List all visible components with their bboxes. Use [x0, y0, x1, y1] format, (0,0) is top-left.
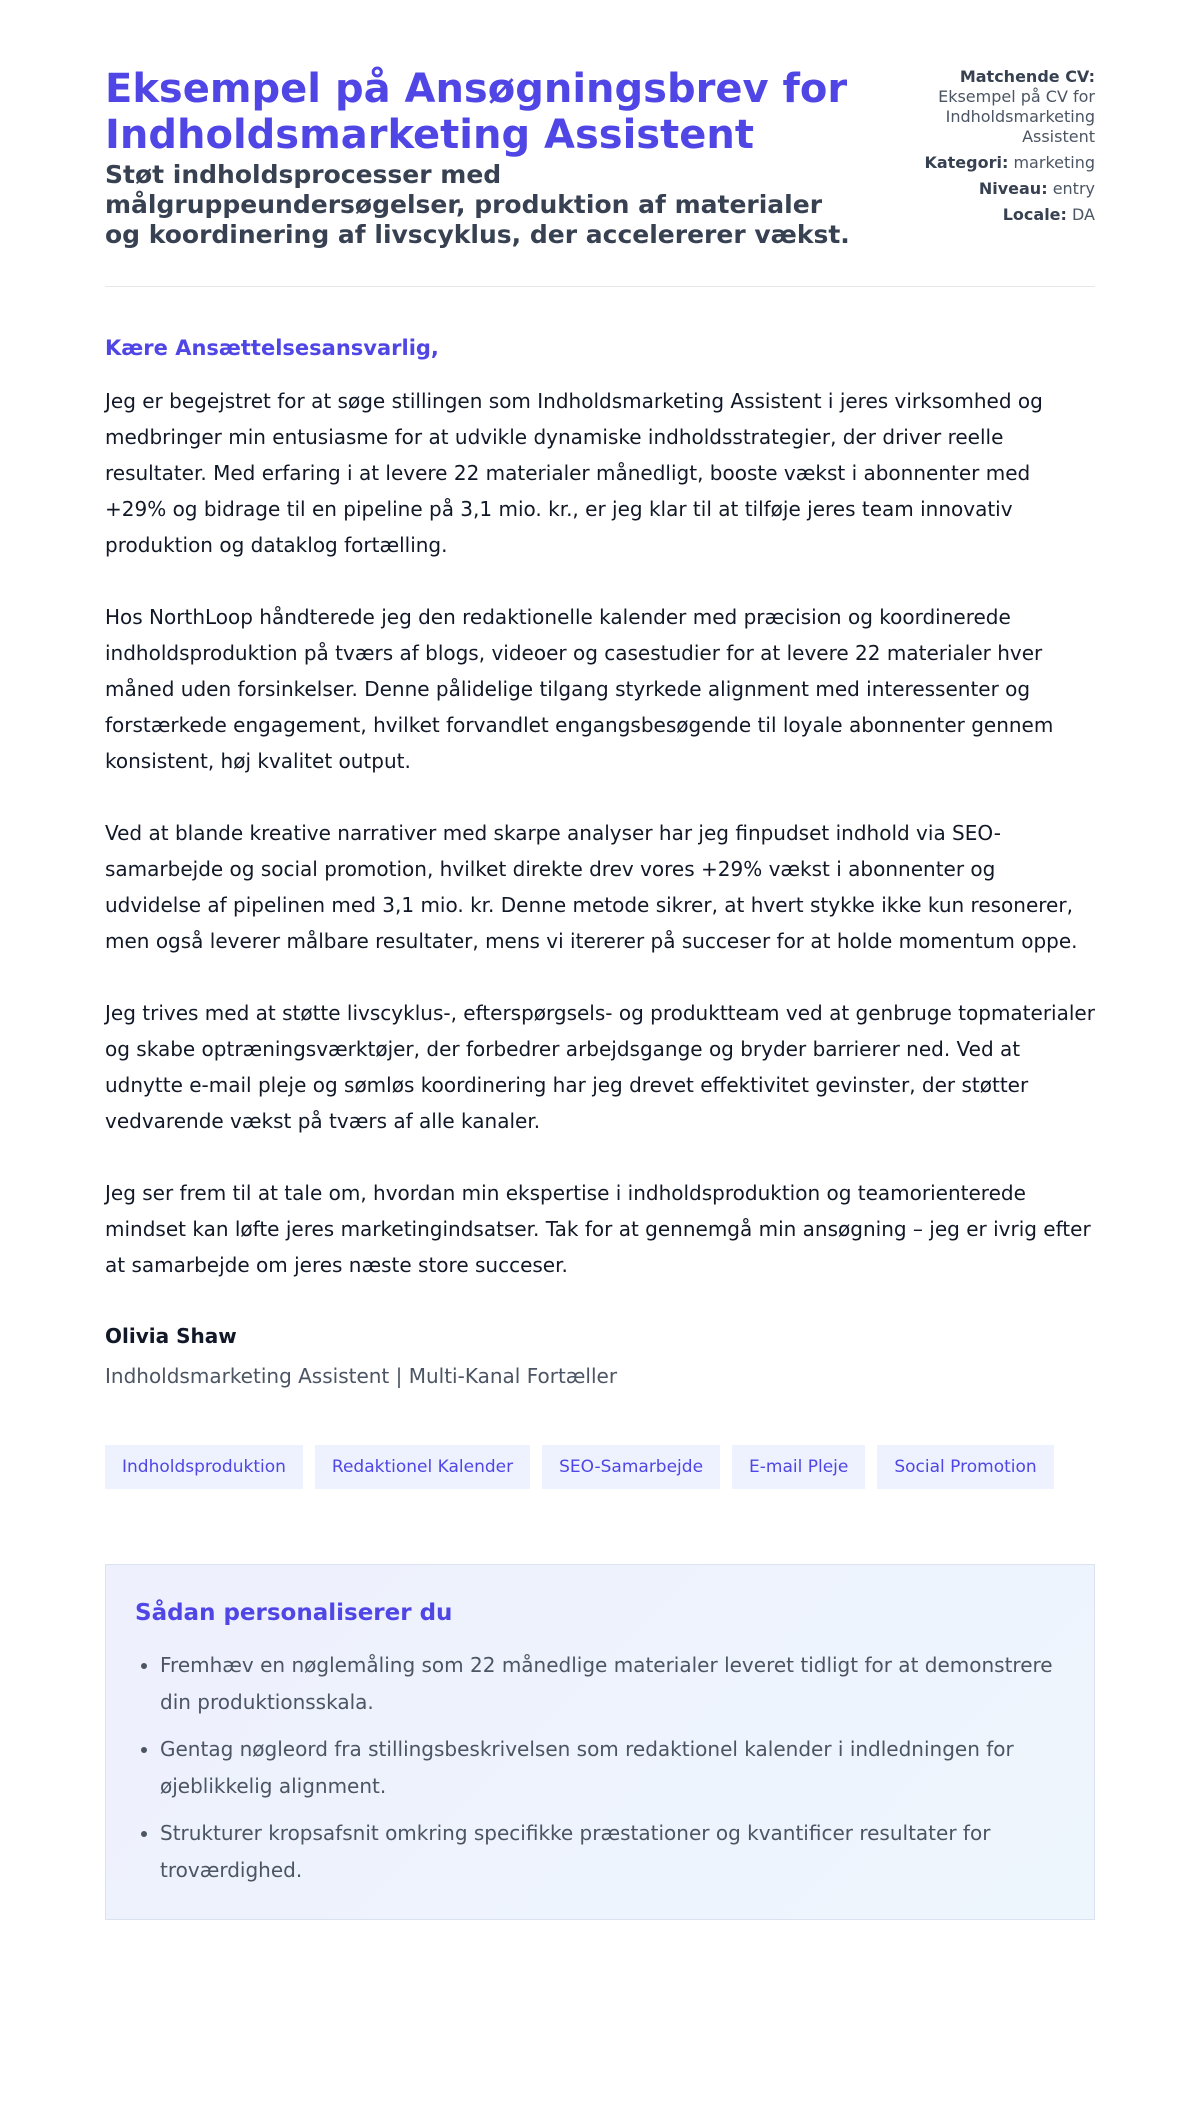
tips-list — [135, 1647, 1064, 1889]
skill-tag: SEO-Samarbejde — [542, 1445, 720, 1489]
meta-locale — [895, 205, 1095, 225]
letter-paragraph: Hos NorthLoop håndterede jeg den redaktionelle kalender med præcision og koordinerede indholdsproduktion på tværs af blogs, videoer og casestudier for at levere 22 materialer hver måned uden forsinkelser. Denne pålidelige tilgang styrkede alignment med interessenter og forstærkede engagement, hvilket forvandlet engangsbesøgende til loyale abonnenter gennem konsistent, høj kvalitet output. — [105, 605, 1054, 773]
skill-tag: Social Promotion — [877, 1445, 1053, 1489]
letter-paragraph: Jeg ser frem til at tale om, hvordan min ekspertise i indholdsproduktion og teamorienterede mindset kan løfte jeres marketingindsatser. Tak for at gennemgå min ansøgning – jeg er ivrig efter at samarbejde om jeres næste store succeser. — [105, 1181, 1091, 1277]
header-titles — [105, 66, 865, 250]
tips-title: Sådan personaliserer du — [135, 1600, 453, 1626]
page-subtitle: Støt indholdsprocesser med målgruppeundersøgelser, produktion af materialer og koordinering af livscyklus, der accelererer vækst. — [105, 160, 850, 249]
tip-item: • Gentag nøgleord fra stillingsbeskrivelsen som redaktionel kalender i indledningen for øjeblikkelig alignment. — [160, 1731, 1064, 1805]
meta-level-label: Niveau: — [978, 179, 1048, 198]
letter-paragraph: Ved at blande kreative narrativer med skarpe analyser har jeg finpudset indhold via SEO-samarbejde og social promotion, hvilket direkte drev vores +29% vækst i abonnenter og udvidelse af pipelinen med 3,1 mio. kr. Denne metode sikrer, at hvert stykke ikke kun resonerer, men også leverer målbare resultater, mens vi itererer på succeser for at holde momentum oppe. — [105, 821, 1078, 953]
letter-paragraph: Jeg trives med at støtte livscyklus-, efterspørgsels- og produktteam ved at genbruge topmaterialer og skabe optræningsværktøjer, der forbedrer arbejdsgange og bryder barrierer ned. Ved at udnytte e-mail pleje og sømløs koordinering har jeg drevet effektivitet gevinster, der støtter vedvarende vækst på tværs af alle kanaler. — [105, 1001, 1095, 1133]
page-title: Eksempel på Ansøgningsbrev for Indholdsmarketing Assistent — [105, 66, 848, 158]
header-divider — [105, 286, 1095, 287]
meta-matching-cv — [895, 67, 1095, 147]
salutation: Kære Ansættelsesansvarlig, — [105, 336, 439, 360]
meta-locale-label: Locale: — [1002, 205, 1067, 224]
meta-locale-value: DA — [1072, 205, 1095, 224]
tip-item: • Fremhæv en nøglemåling som 22 månedlige materialer leveret tidligt for at demonstrere din produktionsskala. — [160, 1647, 1064, 1721]
meta-category-value: marketing — [1013, 153, 1095, 172]
signature-name: Olivia Shaw — [105, 1324, 237, 1348]
skill-tags — [105, 1445, 1095, 1489]
meta-category — [895, 153, 1095, 173]
letter-body — [105, 383, 1095, 1283]
meta-matching-cv-label: Matchende CV: — [959, 67, 1095, 86]
signature-title: Indholdsmarketing Assistent | Multi-Kanal Fortæller — [105, 1364, 618, 1388]
letter-paragraph: Jeg er begejstret for at søge stillingen som Indholdsmarketing Assistent i jeres virksomhed og medbringer min entusiasme for at udvikle dynamiske indholdsstrategier, der driver reelle resultater. Med erfaring i at levere 22 materialer månedligt, booste vækst i abonnenter med +29% og bidrage til en pipeline på 3,1 mio. kr., er jeg klar til at tilføje jeres team innovativ produktion og dataklog fortælling. — [105, 389, 1043, 557]
personalization-tips — [105, 1564, 1095, 1920]
meta-level — [895, 179, 1095, 199]
skill-tag: E-mail Pleje — [732, 1445, 865, 1489]
meta-level-value: entry — [1052, 179, 1095, 198]
tip-item: • Strukturer kropsafsnit omkring specifikke præstationer og kvantificer resultater for troværdighed. — [160, 1815, 1064, 1889]
document-meta — [895, 66, 1095, 231]
cover-letter-page — [105, 0, 1095, 1920]
meta-category-label: Kategori: — [924, 153, 1009, 172]
signature-block — [105, 1323, 1095, 1389]
skill-tag: Indholdsproduktion — [105, 1445, 303, 1489]
skill-tag: Redaktionel Kalender — [315, 1445, 530, 1489]
page-header — [105, 66, 1095, 250]
meta-matching-cv-value: Eksempel på CV for Indholdsmarketing Assistent — [938, 87, 1095, 146]
